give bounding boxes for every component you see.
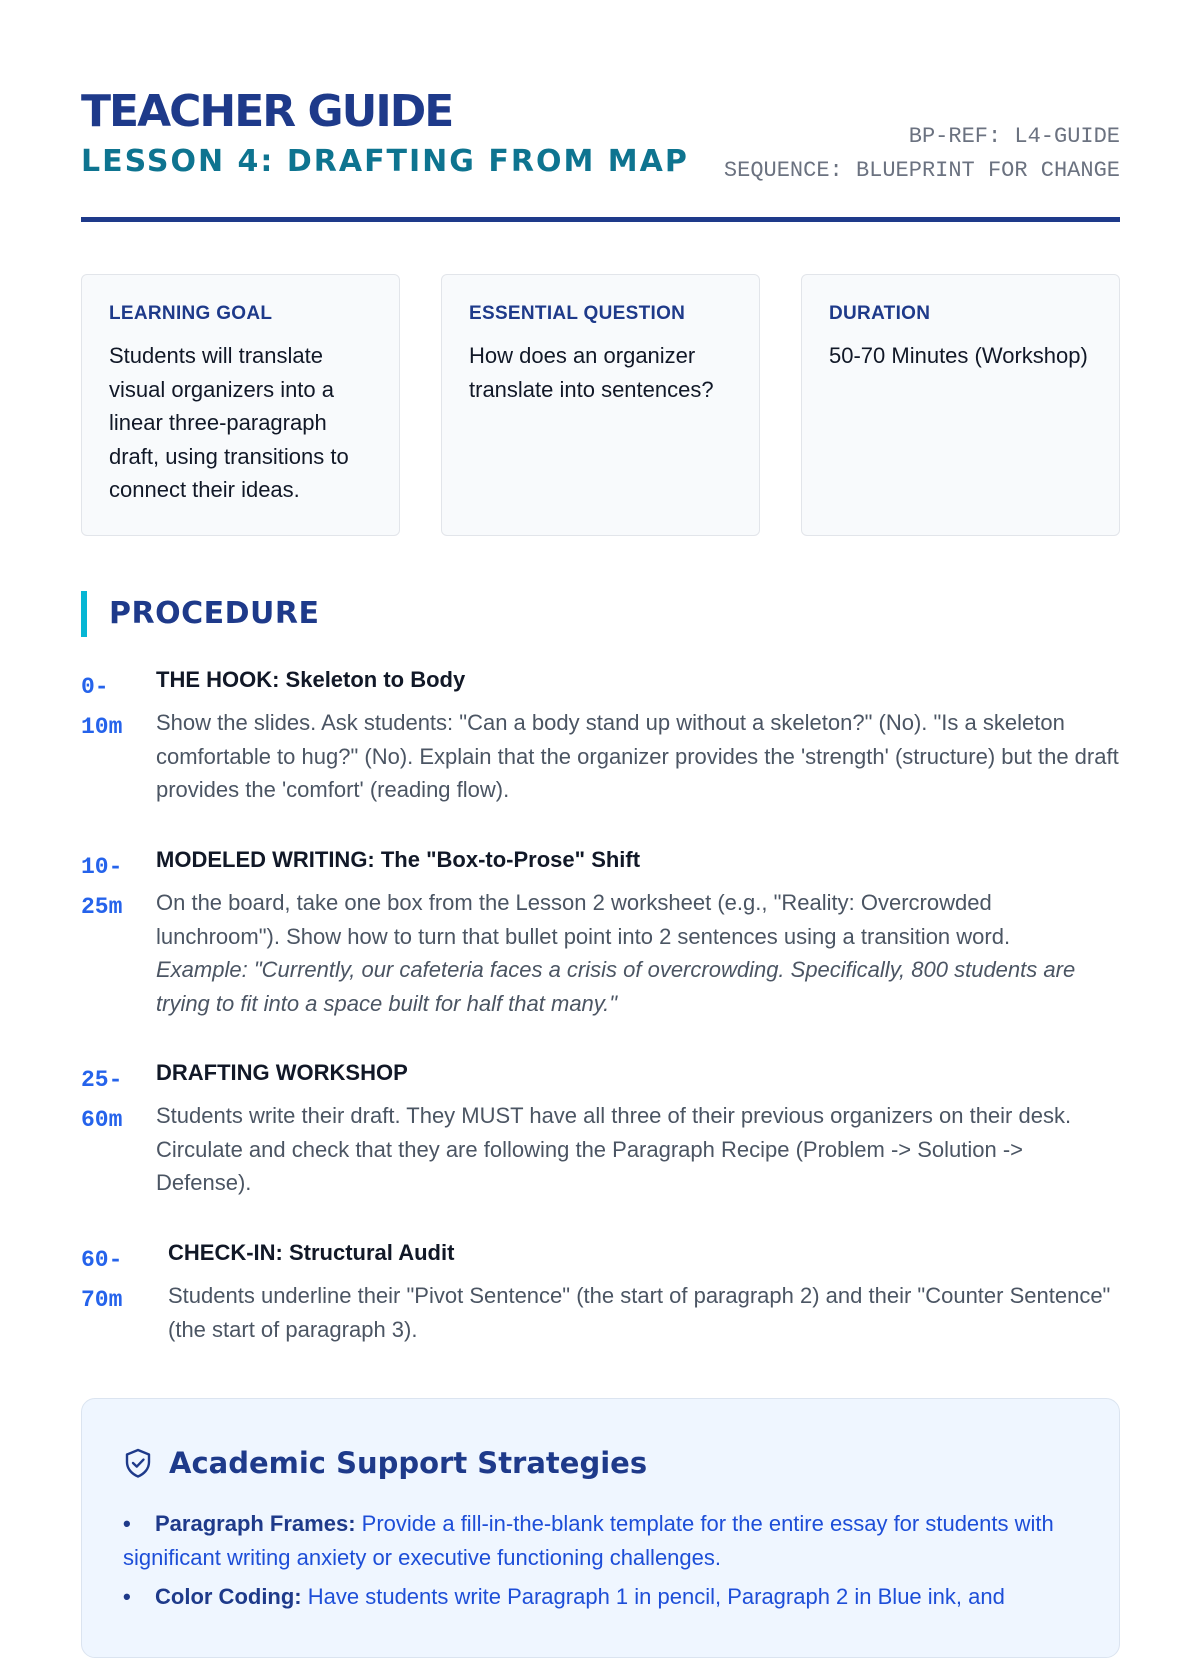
reference-code: BP-REF: L4-GUIDE bbox=[908, 124, 1120, 149]
support-label: Color Coding: bbox=[155, 1584, 302, 1609]
step-time bbox=[81, 667, 151, 747]
support-text: Have students write Paragraph 1 in pencil, Paragraph 2 in Blue ink, and bbox=[301, 1584, 1005, 1609]
essential-question-card bbox=[441, 274, 760, 536]
support-heading-text: Academic Support Strategies bbox=[169, 1446, 648, 1480]
step-time-end: 10m bbox=[81, 714, 123, 740]
step-example: Example: "Currently, our cafeteria faces a crisis of overcrowding. Specifically, 800 students are trying to fit into a space built for half that many." bbox=[156, 957, 1076, 1016]
step-title: MODELED WRITING: The "Box-to-Prose" Shift bbox=[156, 847, 641, 872]
card-text: How does an organizer translate into sentences? bbox=[469, 343, 714, 402]
learning-goal-card bbox=[81, 274, 400, 536]
sequence-name: SEQUENCE: BLUEPRINT FOR CHANGE bbox=[723, 158, 1120, 183]
reference-meta bbox=[724, 120, 1120, 188]
card-label: ESSENTIAL QUESTION bbox=[469, 303, 686, 324]
card-text: Students will translate visual organizers into a linear three-paragraph draft, using transitions to connect their ideas. bbox=[109, 343, 349, 502]
guide-header bbox=[81, 0, 1120, 222]
bullet: • bbox=[123, 1584, 131, 1609]
step-time bbox=[81, 847, 151, 927]
step-title: CHECK-IN: Structural Audit bbox=[168, 1240, 455, 1265]
support-heading bbox=[123, 1443, 647, 1483]
step-time bbox=[81, 1240, 151, 1320]
list-item bbox=[123, 1507, 1078, 1574]
lesson-subtitle: LESSON 4: DRAFTING FROM MAP bbox=[81, 144, 689, 179]
step-title: THE HOOK: Skeleton to Body bbox=[156, 667, 466, 692]
list-item bbox=[123, 1580, 1078, 1614]
step-time bbox=[81, 1060, 151, 1140]
step-time-start: 10- bbox=[81, 854, 123, 880]
card-text: 50-70 Minutes (Workshop) bbox=[829, 343, 1088, 368]
step-body bbox=[156, 1059, 1120, 1200]
step-time-start: 0- bbox=[81, 674, 109, 700]
step-time-end: 25m bbox=[81, 894, 123, 920]
bullet: • bbox=[123, 1511, 131, 1536]
step-text: Students underline their "Pivot Sentence" (the start of paragraph 2) and their "Counter Sentence" (the start of paragraph 3). bbox=[168, 1283, 1111, 1342]
support-text: Provide a fill-in-the-blank template for the entire essay for students with significant writing anxiety or executive functioning challenges. bbox=[123, 1511, 1054, 1570]
step-time-end: 70m bbox=[81, 1287, 123, 1313]
shield-check-icon bbox=[123, 1447, 153, 1479]
step-time-start: 60- bbox=[81, 1247, 123, 1273]
academic-support-box bbox=[81, 1398, 1120, 1658]
step-text: Students write their draft. They MUST have all three of their previous organizers on their desk. Circulate and check that they are following the Paragraph Recipe (Problem -> Solution -> Defense). bbox=[156, 1103, 1072, 1195]
step-body bbox=[156, 666, 1120, 807]
step-time-start: 25- bbox=[81, 1067, 123, 1093]
support-label: Paragraph Frames: bbox=[155, 1511, 356, 1536]
step-body bbox=[168, 1239, 1120, 1346]
step-text: Show the slides. Ask students: "Can a body stand up without a skeleton?" (No). "Is a skeleton comfortable to hug?" (No). Explain that the organizer provides the 'strength' (structure) but the draft provides the 'comfort' (reading flow). bbox=[156, 710, 1119, 802]
support-list bbox=[123, 1507, 1078, 1620]
step-body bbox=[156, 846, 1120, 1020]
lesson-overview-cards bbox=[81, 274, 1120, 536]
teacher-guide-page bbox=[81, 0, 1120, 1609]
card-label: DURATION bbox=[829, 303, 931, 324]
step-title: DRAFTING WORKSHOP bbox=[156, 1060, 408, 1085]
page-title: TEACHER GUIDE bbox=[81, 86, 453, 137]
step-text: On the board, take one box from the Lesson 2 worksheet (e.g., "Reality: Overcrowded lunchroom"). Show how to turn that bullet point into 2 sentences using a transition word. bbox=[156, 890, 1011, 949]
duration-card bbox=[801, 274, 1120, 536]
step-time-end: 60m bbox=[81, 1107, 123, 1133]
procedure-heading: PROCEDURE bbox=[81, 591, 319, 637]
card-label: LEARNING GOAL bbox=[109, 303, 273, 324]
